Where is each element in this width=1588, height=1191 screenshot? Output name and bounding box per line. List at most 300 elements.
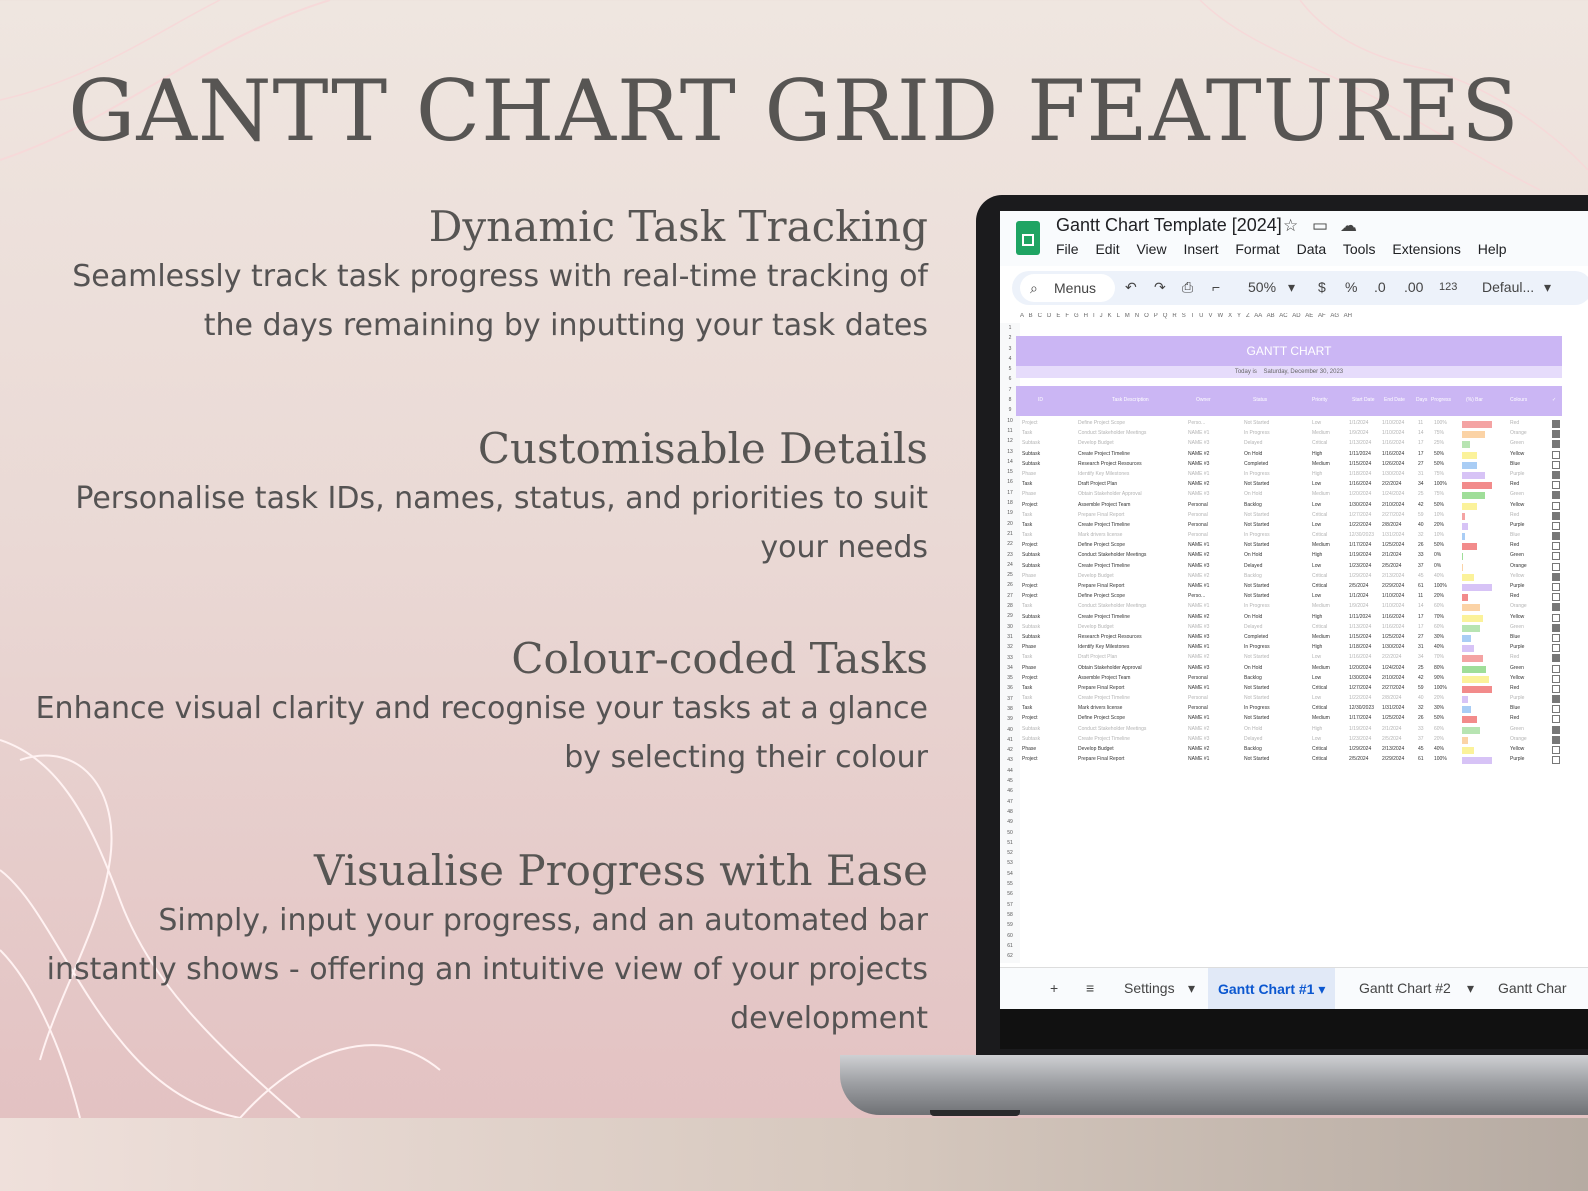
done-checkbox[interactable] (1552, 502, 1560, 510)
cell-id: Subtask (1022, 562, 1041, 569)
cell-progress: 75% (1434, 470, 1445, 477)
table-row[interactable] (1016, 725, 1562, 735)
cell-status: Not Started (1244, 521, 1270, 528)
table-row[interactable] (1016, 521, 1562, 531)
cell-start: 1/30/2024 (1349, 674, 1372, 681)
table-row[interactable] (1016, 735, 1562, 745)
cell-task: Prepare Final Report (1078, 756, 1125, 763)
cell-owner: Personal (1188, 695, 1208, 702)
table-row[interactable] (1016, 694, 1562, 704)
header-check: ✓ (1552, 397, 1557, 403)
table-row[interactable] (1016, 470, 1562, 480)
feature-text: your needs (760, 530, 928, 565)
feature-text: the days remaining by inputting your task dates (203, 308, 928, 343)
cell-task: Create Project Timeline (1078, 450, 1130, 457)
cell-id: Task (1022, 603, 1033, 610)
cell-priority: Medium (1312, 715, 1330, 722)
cell-colour: Orange (1510, 603, 1527, 610)
cell-id: Phase (1022, 664, 1037, 671)
header-task: Task Description (1112, 397, 1149, 403)
cell-task: Draft Project Plan (1078, 481, 1118, 488)
cell-end: 2/1/2024 (1382, 552, 1402, 559)
cell-end: 2/2/2024 (1382, 481, 1402, 488)
table-row[interactable] (1016, 745, 1562, 755)
done-checkbox[interactable] (1552, 644, 1560, 652)
cell-status: Not Started (1244, 420, 1270, 426)
cell-priority: Critical (1312, 623, 1328, 630)
done-checkbox[interactable] (1552, 695, 1560, 703)
cell-colour: Purple (1510, 695, 1525, 702)
done-checkbox[interactable] (1552, 715, 1560, 723)
done-checkbox[interactable] (1552, 512, 1560, 520)
done-checkbox[interactable] (1552, 420, 1560, 428)
done-checkbox[interactable] (1552, 603, 1560, 611)
cell-end: 1/30/2024 (1382, 470, 1405, 477)
more-formats-button[interactable]: 123 (1439, 281, 1458, 293)
cell-start: 1/13/2024 (1349, 440, 1372, 447)
cell-task: Conduct Stakeholder Meetings (1078, 603, 1147, 610)
menu-edit[interactable]: Edit (1095, 241, 1120, 257)
cell-id: Task (1022, 695, 1033, 702)
decrease-decimal-button[interactable]: .0 (1374, 279, 1386, 295)
table-row[interactable] (1016, 613, 1562, 623)
undo-icon[interactable]: ↶ (1125, 279, 1137, 295)
cell-progress: 20% (1434, 521, 1445, 528)
cell-days: 25 (1418, 491, 1424, 498)
search-label: Menus (1054, 280, 1097, 296)
cell-owner: NAME #3 (1188, 623, 1210, 630)
cell-days: 14 (1418, 603, 1424, 610)
table-row[interactable] (1016, 643, 1562, 653)
tab-settings[interactable]: Settings (1124, 980, 1175, 996)
cell-status: Not Started (1244, 511, 1270, 518)
cell-colour: Red (1510, 420, 1520, 426)
table-row[interactable] (1016, 419, 1562, 429)
table-row[interactable] (1016, 531, 1562, 541)
progress-bar (1462, 441, 1470, 448)
menu-format[interactable]: Format (1235, 241, 1280, 257)
cell-priority: Critical (1312, 684, 1328, 691)
cell-progress: 90% (1434, 674, 1445, 681)
menu-file[interactable]: File (1056, 241, 1079, 257)
cell-progress: 50% (1434, 450, 1445, 457)
done-checkbox[interactable] (1552, 726, 1560, 734)
done-checkbox[interactable] (1552, 654, 1560, 662)
table-row[interactable] (1016, 592, 1562, 602)
currency-format-button[interactable]: $ (1318, 279, 1326, 295)
header-progress: Progress (1431, 397, 1452, 403)
cell-start: 1/1/2024 (1349, 593, 1369, 600)
redo-icon[interactable]: ↷ (1154, 279, 1166, 295)
cell-owner: Personal (1188, 501, 1208, 508)
cell-priority: Medium (1312, 460, 1330, 467)
cell-task: Create Project Timeline (1078, 562, 1130, 569)
feature-text: development (730, 1001, 928, 1036)
done-checkbox[interactable] (1552, 430, 1560, 438)
table-row[interactable] (1016, 674, 1562, 684)
cell-priority: Critical (1312, 440, 1328, 447)
cell-id: Phase (1022, 572, 1037, 579)
progress-bar (1462, 503, 1477, 510)
cell-priority: Low (1312, 420, 1322, 426)
table-row[interactable] (1016, 439, 1562, 449)
cell-status: In Progress (1244, 644, 1270, 651)
done-checkbox[interactable] (1552, 665, 1560, 673)
table-row[interactable] (1016, 572, 1562, 582)
feature-text: Simply, input your progress, and an automated bar (158, 903, 928, 938)
cell-colour: Red (1510, 511, 1520, 518)
cell-end: 2/5/2024 (1382, 562, 1402, 569)
today-value: Saturday, December 30, 2023 (1263, 369, 1344, 375)
cell-colour: Red (1510, 684, 1520, 691)
cell-start: 1/29/2024 (1349, 572, 1372, 579)
table-row[interactable] (1016, 714, 1562, 724)
percent-format-button[interactable]: % (1345, 279, 1358, 295)
menu-help[interactable]: Help (1477, 241, 1507, 257)
cell-status: On Hold (1244, 664, 1263, 671)
cell-days: 31 (1418, 470, 1424, 477)
cell-colour: Red (1510, 481, 1520, 488)
done-checkbox[interactable] (1552, 491, 1560, 499)
done-checkbox[interactable] (1552, 461, 1560, 469)
table-row[interactable] (1016, 653, 1562, 663)
table-row[interactable] (1016, 664, 1562, 674)
cell-colour: Green (1510, 623, 1524, 630)
star-icon[interactable]: ☆ (1283, 216, 1299, 235)
table-row[interactable] (1016, 582, 1562, 592)
cell-task: Obtain Stakeholder Approval (1078, 491, 1142, 498)
cell-end: 1/10/2024 (1382, 603, 1405, 610)
done-checkbox[interactable] (1552, 624, 1560, 632)
chevron-down-icon[interactable]: ▾ (1288, 279, 1296, 295)
cell-start: 2/5/2024 (1349, 583, 1369, 589)
cell-id: Subtask (1022, 623, 1041, 630)
cell-owner: NAME #1 (1188, 470, 1210, 477)
cell-end: 1/16/2024 (1382, 623, 1405, 630)
chevron-down-icon[interactable]: ▾ (1544, 279, 1552, 295)
cell-end: 1/24/2024 (1382, 491, 1405, 498)
progress-bar (1462, 655, 1483, 662)
done-checkbox[interactable] (1552, 563, 1560, 571)
progress-bar (1462, 716, 1477, 723)
cell-start: 1/27/2024 (1349, 684, 1372, 691)
search-menus-input[interactable] (1020, 274, 1115, 302)
cell-status: Delayed (1244, 623, 1263, 630)
cell-priority: Medium (1312, 542, 1330, 549)
done-checkbox[interactable] (1552, 532, 1560, 540)
tab-gantt-chart-3[interactable]: Gantt Char (1498, 980, 1567, 996)
table-row[interactable] (1016, 551, 1562, 561)
cell-colour: Purple (1510, 583, 1525, 589)
cell-colour: Blue (1510, 532, 1521, 539)
header-end: End Date (1384, 397, 1405, 403)
table-row[interactable] (1016, 541, 1562, 551)
cloud-status-icon[interactable]: ☁ (1340, 216, 1357, 235)
table-row[interactable] (1016, 704, 1562, 714)
cell-days: 40 (1418, 521, 1424, 528)
done-checkbox[interactable] (1552, 675, 1560, 683)
cell-end: 2/10/2024 (1382, 674, 1405, 681)
done-checkbox[interactable] (1552, 471, 1560, 479)
cell-progress: 30% (1434, 633, 1445, 640)
cell-status: Completed (1244, 633, 1269, 640)
zoom-select[interactable]: 50% (1248, 279, 1277, 295)
cell-task: Develop Budget (1078, 623, 1114, 630)
feature-visualise-progress (28, 846, 928, 1043)
cell-days: 34 (1418, 654, 1424, 661)
cell-days: 33 (1418, 552, 1424, 559)
cell-colour: Red (1510, 654, 1520, 661)
done-checkbox[interactable] (1552, 522, 1560, 530)
cell-id: Phase (1022, 644, 1037, 651)
cell-owner: NAME #2 (1188, 613, 1210, 620)
done-checkbox[interactable] (1552, 614, 1560, 622)
done-checkbox[interactable] (1552, 685, 1560, 693)
done-checkbox[interactable] (1552, 736, 1560, 744)
cell-task: Prepare Final Report (1078, 583, 1125, 589)
progress-bar (1462, 584, 1492, 591)
cell-id: Task (1022, 705, 1033, 712)
cell-priority: Medium (1312, 633, 1330, 640)
cell-status: Delayed (1244, 562, 1263, 569)
cell-start: 1/18/2024 (1349, 644, 1372, 651)
table-row[interactable] (1016, 511, 1562, 521)
cell-colour: Blue (1510, 633, 1521, 640)
cell-task: Define Project Scope (1078, 420, 1125, 426)
done-checkbox[interactable] (1552, 440, 1560, 448)
cell-days: 45 (1418, 746, 1424, 752)
increase-decimal-button[interactable]: .00 (1404, 279, 1424, 295)
cell-owner: NAME #1 (1188, 684, 1210, 691)
cell-owner: Personal (1188, 532, 1208, 539)
cell-start: 1/15/2024 (1349, 633, 1372, 640)
cell-colour: Orange (1510, 735, 1527, 742)
cell-progress: 40% (1434, 746, 1445, 752)
cell-start: 1/16/2024 (1349, 481, 1372, 488)
cell-colour: Red (1510, 542, 1520, 549)
cell-owner: Perso... (1188, 593, 1206, 600)
cell-owner: Personal (1188, 674, 1208, 681)
cell-status: Delayed (1244, 440, 1263, 447)
cell-status: Not Started (1244, 654, 1270, 661)
cell-end: 2/10/2024 (1382, 501, 1405, 508)
cell-owner: Personal (1188, 511, 1208, 518)
cell-task: Define Project Scope (1078, 715, 1125, 722)
cell-owner: NAME #1 (1188, 715, 1210, 722)
done-checkbox[interactable] (1552, 593, 1560, 601)
cell-colour: Orange (1510, 430, 1527, 437)
cell-owner: NAME #1 (1188, 603, 1210, 610)
chevron-down-icon[interactable]: ▾ (1188, 980, 1196, 996)
progress-bar (1462, 737, 1468, 744)
cell-task: Develop Budget (1078, 572, 1114, 579)
cell-progress: 10% (1434, 532, 1445, 539)
table-row[interactable] (1016, 562, 1562, 572)
cell-owner: NAME #3 (1188, 460, 1210, 467)
cell-owner: NAME #1 (1188, 542, 1210, 549)
print-icon[interactable]: ⎙ (1182, 279, 1194, 295)
progress-bar (1462, 635, 1471, 642)
cell-days: 42 (1418, 674, 1424, 681)
menu-insert[interactable]: Insert (1183, 241, 1219, 257)
cell-start: 1/23/2024 (1349, 562, 1372, 569)
header-id: ID (1038, 397, 1043, 403)
table-row[interactable] (1016, 755, 1562, 765)
table-row[interactable] (1016, 684, 1562, 694)
cell-days: 42 (1418, 501, 1424, 508)
table-row[interactable] (1016, 633, 1562, 643)
cell-start: 1/19/2024 (1349, 725, 1372, 732)
cell-status: Completed (1244, 460, 1269, 467)
progress-bar (1462, 431, 1485, 438)
cell-status: Backlog (1244, 746, 1262, 752)
cell-days: 17 (1418, 613, 1424, 620)
cell-days: 27 (1418, 633, 1424, 640)
table-row[interactable] (1016, 623, 1562, 633)
cell-start: 1/11/2024 (1349, 450, 1371, 457)
cell-days: 37 (1418, 735, 1424, 742)
bottom-band (0, 1118, 1588, 1191)
paint-format-icon[interactable]: ⌐ (1212, 279, 1221, 295)
cell-owner: NAME #2 (1188, 746, 1210, 752)
tab-gantt-chart-2[interactable]: Gantt Chart #2 (1359, 980, 1451, 996)
cell-colour: Yellow (1510, 674, 1525, 681)
cell-priority: High (1312, 725, 1323, 732)
cell-id: Task (1022, 654, 1033, 661)
cell-progress: 75% (1434, 491, 1445, 498)
cell-owner: NAME #3 (1188, 491, 1210, 498)
done-checkbox[interactable] (1552, 552, 1560, 560)
cell-colour: Red (1510, 715, 1520, 722)
done-checkbox[interactable] (1552, 573, 1560, 581)
cell-end: 1/31/2024 (1382, 532, 1405, 539)
menu-tools[interactable]: Tools (1342, 241, 1376, 257)
progress-bar (1462, 452, 1477, 459)
cell-days: 61 (1418, 583, 1424, 589)
add-sheet-button[interactable]: + (1050, 980, 1059, 996)
done-checkbox[interactable] (1552, 451, 1560, 459)
progress-bar (1462, 604, 1480, 611)
cell-end: 2/27/2024 (1382, 511, 1405, 518)
cell-task: Prepare Final Report (1078, 684, 1125, 691)
cell-priority: Critical (1312, 511, 1328, 518)
cell-task: Mark drivers license (1078, 532, 1123, 539)
cell-progress: 25% (1434, 440, 1445, 447)
cell-owner: NAME #3 (1188, 735, 1210, 742)
tab-gantt-chart-1[interactable]: Gantt Chart #1 ▾ (1208, 968, 1335, 1009)
cell-task: Obtain Stakeholder Approval (1078, 664, 1142, 671)
cell-end: 1/16/2024 (1382, 440, 1405, 447)
cell-task: Create Project Timeline (1078, 613, 1130, 620)
cell-start: 1/22/2024 (1349, 695, 1372, 702)
cell-task: Assemble Project Team (1078, 674, 1131, 681)
done-checkbox[interactable] (1552, 583, 1560, 591)
cell-priority: Critical (1312, 572, 1328, 579)
table-row[interactable] (1016, 490, 1562, 500)
cell-start: 12/30/2023 (1349, 705, 1375, 712)
cell-progress: 100% (1434, 481, 1447, 488)
cell-progress: 60% (1434, 603, 1445, 610)
cell-progress: 50% (1434, 715, 1445, 722)
cell-colour: Purple (1510, 644, 1525, 651)
cell-progress: 40% (1434, 644, 1445, 651)
progress-bar (1462, 696, 1468, 703)
cell-days: 31 (1418, 644, 1424, 651)
today-label: Today is (1234, 369, 1257, 375)
cell-end: 1/10/2024 (1382, 430, 1405, 437)
table-row[interactable] (1016, 501, 1562, 511)
document-title[interactable]: Gantt Chart Template [2024] (1056, 215, 1282, 235)
cell-end: 2/27/2024 (1382, 684, 1405, 691)
header-colours: Colours (1510, 397, 1528, 403)
cell-progress: 20% (1434, 695, 1445, 702)
done-checkbox[interactable] (1552, 705, 1560, 713)
cell-colour: Green (1510, 491, 1524, 498)
progress-bar (1462, 615, 1483, 622)
cell-status: Backlog (1244, 501, 1262, 508)
cell-priority: High (1312, 552, 1323, 559)
done-checkbox[interactable] (1552, 746, 1560, 754)
cell-progress: 70% (1434, 613, 1445, 620)
cell-colour: Red (1510, 593, 1520, 600)
done-checkbox[interactable] (1552, 756, 1560, 764)
cell-owner: NAME #2 (1188, 481, 1210, 488)
sheets-logo-icon[interactable] (1016, 221, 1040, 255)
move-folder-icon[interactable]: ▭ (1312, 216, 1329, 235)
cell-id: Project (1022, 501, 1038, 508)
gantt-banner: GANTT CHART (1016, 336, 1562, 366)
menu-bar (1056, 241, 1520, 257)
menu-view[interactable]: View (1136, 241, 1167, 257)
cell-start: 1/1/2024 (1349, 420, 1369, 426)
cell-priority: Critical (1312, 756, 1328, 763)
cell-status: Not Started (1244, 684, 1270, 691)
done-checkbox[interactable] (1552, 481, 1560, 489)
menu-extensions[interactable]: Extensions (1392, 241, 1461, 257)
sheet-tabs-bar (1000, 967, 1588, 1009)
table-row[interactable] (1016, 602, 1562, 612)
table-row[interactable] (1016, 450, 1562, 460)
chevron-down-icon[interactable]: ▾ (1467, 980, 1475, 996)
cell-start: 1/9/2024 (1349, 430, 1369, 437)
table-row[interactable] (1016, 480, 1562, 490)
cell-task: Research Project Resources (1078, 460, 1142, 467)
cell-end: 2/5/2024 (1382, 735, 1402, 742)
cell-start: 1/18/2024 (1349, 470, 1372, 477)
cell-status: Not Started (1244, 583, 1270, 589)
cell-task: Conduct Stakeholder Meetings (1078, 430, 1147, 437)
all-sheets-button[interactable]: ≡ (1086, 980, 1095, 996)
progress-bar (1462, 543, 1477, 550)
progress-bar (1462, 472, 1485, 479)
table-row[interactable] (1016, 429, 1562, 439)
cell-owner: NAME #1 (1188, 430, 1210, 437)
cell-start: 1/11/2024 (1349, 613, 1371, 620)
cell-progress: 70% (1434, 654, 1445, 661)
font-select[interactable]: Defaul... (1482, 279, 1535, 295)
cell-status: Not Started (1244, 695, 1270, 702)
table-row[interactable] (1016, 460, 1562, 470)
cell-progress: 50% (1434, 542, 1445, 549)
cell-id: Project (1022, 756, 1038, 763)
header-start: Start Date (1352, 397, 1375, 403)
cell-start: 1/20/2024 (1349, 491, 1372, 498)
done-checkbox[interactable] (1552, 542, 1560, 550)
cell-id: Task (1022, 684, 1033, 691)
menu-data[interactable]: Data (1296, 241, 1327, 257)
done-checkbox[interactable] (1552, 634, 1560, 642)
cell-task: Identify Key Milestones (1078, 470, 1130, 477)
